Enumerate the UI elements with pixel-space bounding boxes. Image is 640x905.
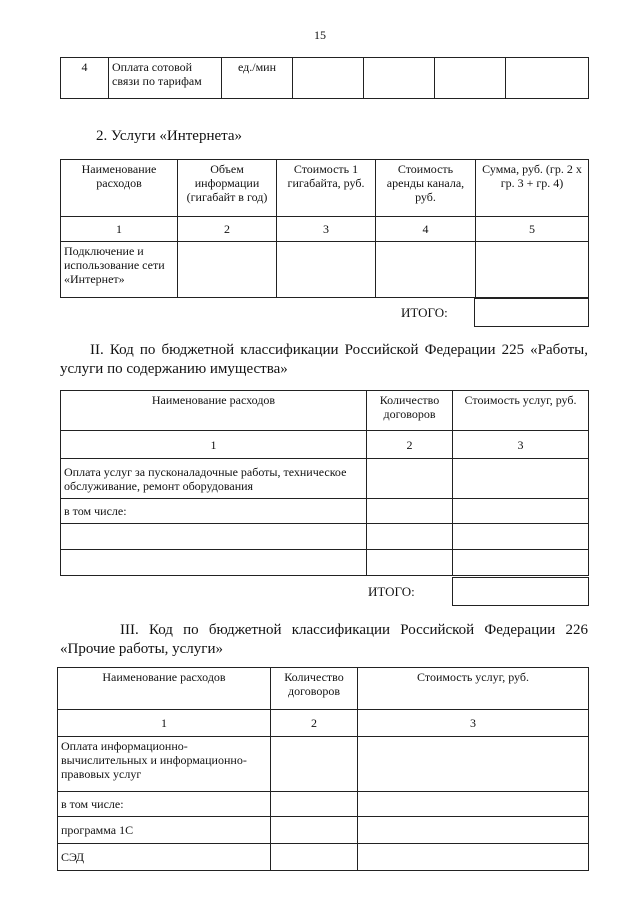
column-number: 3 — [358, 710, 589, 737]
table-cell — [476, 242, 589, 298]
table-cell — [376, 242, 476, 298]
other-services-table — [57, 667, 589, 871]
column-number: 5 — [476, 217, 589, 242]
expense-name: Оплата услуг за пусконаладочные работы, техническое обслуживание, ремонт оборудования — [61, 459, 367, 499]
table-cell — [367, 550, 453, 576]
expense-name: в том числе: — [58, 792, 271, 817]
table-cell — [453, 524, 589, 550]
header-cell: Сумма, руб. (гр. 2 х гр. 3 + гр. 4) — [476, 160, 589, 217]
expense-name: Оплата сотовой связи по тарифам — [109, 58, 222, 99]
column-number: 3 — [277, 217, 376, 242]
column-number: 2 — [271, 710, 358, 737]
table-cell — [364, 58, 435, 99]
column-number: 4 — [376, 217, 476, 242]
section-226-title: III. Код по бюджетной классификации Российской Федерации 226 «Прочие работы, услуги» — [60, 622, 588, 657]
mobile-table — [60, 57, 589, 99]
table-cell — [453, 459, 589, 499]
header-cell: Количество договоров — [271, 668, 358, 710]
table-cell — [358, 844, 589, 871]
header-cell: Количество договоров — [367, 391, 453, 431]
table-cell — [271, 737, 358, 792]
column-number: 1 — [61, 217, 178, 242]
expense-name: СЭД — [58, 844, 271, 871]
table-cell — [358, 737, 589, 792]
section-internet-title: 2. Услуги «Интернета» — [96, 128, 243, 144]
table-cell — [61, 550, 367, 576]
header-cell: Стоимость аренды канала, руб. — [376, 160, 476, 217]
column-number: 3 — [453, 431, 589, 459]
table-cell — [293, 58, 364, 99]
header-cell: Объем информации (гигабайт в год) — [178, 160, 277, 217]
maintenance-table — [60, 390, 589, 576]
header-cell: Стоимость услуг, руб. — [453, 391, 589, 431]
column-number: 2 — [178, 217, 277, 242]
table-cell — [271, 817, 358, 844]
total-cell — [474, 298, 589, 327]
table-cell — [435, 58, 506, 99]
table-cell — [178, 242, 277, 298]
expense-name: Оплата информационно-вычислительных и информационно-правовых услуг — [58, 737, 271, 792]
column-number: 1 — [58, 710, 271, 737]
table-cell — [358, 792, 589, 817]
table-cell — [453, 550, 589, 576]
section-225-title: II. Код по бюджетной классификации Российской Федерации 225 «Работы, услуги по содержанию имущества» — [60, 342, 588, 377]
header-cell: Наименование расходов — [61, 160, 178, 217]
total-cell — [452, 577, 589, 606]
table-cell — [506, 58, 589, 99]
expense-name: Подключение и использование сети «Интернет» — [61, 242, 178, 298]
expense-name: в том числе: — [61, 499, 367, 524]
table-cell — [453, 499, 589, 524]
unit: ед./мин — [222, 58, 293, 99]
header-cell: Наименование расходов — [61, 391, 367, 431]
total-label: ИТОГО: — [368, 584, 415, 599]
table-cell — [61, 524, 367, 550]
row-number: 4 — [61, 58, 109, 99]
header-cell: Наименование расходов — [58, 668, 271, 710]
page-number: 15 — [314, 28, 326, 42]
expense-name: программа 1С — [58, 817, 271, 844]
header-cell: Стоимость 1 гигабайта, руб. — [277, 160, 376, 217]
column-number: 2 — [367, 431, 453, 459]
table-cell — [277, 242, 376, 298]
table-cell — [358, 817, 589, 844]
total-label: ИТОГО: — [401, 305, 448, 320]
table-cell — [367, 499, 453, 524]
internet-table — [60, 159, 589, 298]
table-cell — [367, 524, 453, 550]
table-cell — [271, 792, 358, 817]
column-number: 1 — [61, 431, 367, 459]
header-cell: Стоимость услуг, руб. — [358, 668, 589, 710]
table-cell — [367, 459, 453, 499]
table-cell — [271, 844, 358, 871]
